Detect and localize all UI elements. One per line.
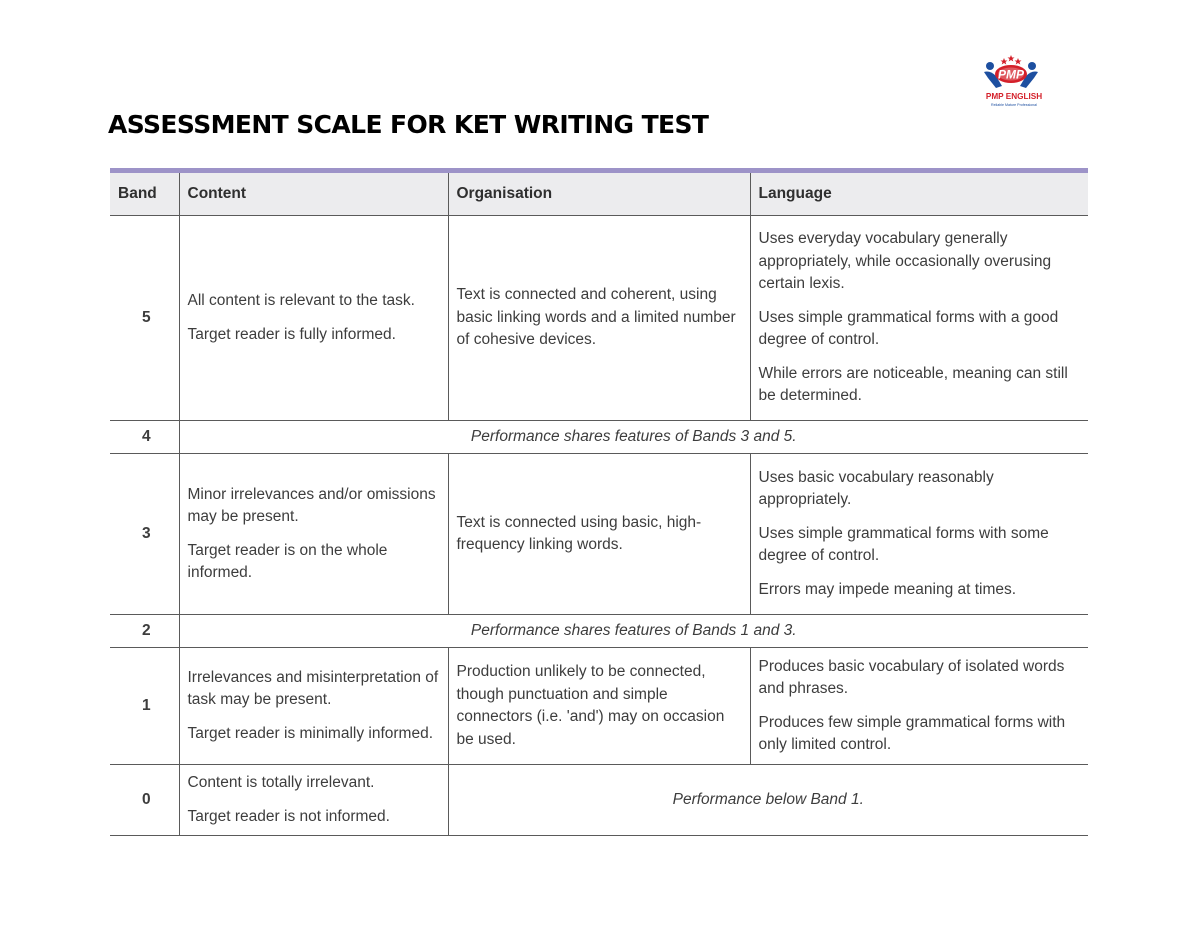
content-text: Content is totally irrelevant. (187, 774, 375, 791)
language-text: Produces few simple grammatical forms with only limited control. (758, 713, 1066, 753)
content-text: Irrelevances and misinterpretation of task may be present. (187, 668, 439, 709)
content-cell (179, 454, 448, 615)
band-cell: 2 (110, 615, 179, 648)
page-title: ASSESSMENT SCALE FOR KET WRITING TEST (108, 110, 709, 139)
logo-brand: PMP (997, 67, 1025, 82)
band-cell: 0 (110, 765, 179, 836)
header-language: Language (750, 173, 1088, 216)
content-text: Minor irrelevances and/or omissions may be present. (187, 485, 436, 525)
table-row-band-5 (110, 216, 1088, 421)
language-text: Uses simple grammatical forms with some degree of control. (758, 524, 1049, 565)
language-text: Produces basic vocabulary of isolated words and phrases. (758, 657, 1065, 697)
language-text: Uses everyday vocabulary generally appropriately, while occasionally overusing certain lexis. (758, 230, 1052, 293)
language-text: Uses basic vocabulary reasonably appropriately. (758, 468, 994, 509)
header-organisation: Organisation (448, 173, 750, 216)
header-content: Content (179, 173, 448, 216)
band-cell: 4 (110, 421, 179, 454)
performance-note: Performance shares features of Bands 1 and 3. (179, 615, 1088, 648)
organisation-text: Text is connected using basic, high-frequency linking words. (456, 513, 702, 553)
language-cell (750, 216, 1088, 421)
table-row-band-1 (110, 648, 1088, 765)
content-cell (179, 648, 448, 765)
performance-note: Performance below Band 1. (448, 765, 1088, 836)
content-cell (179, 216, 448, 421)
band-cell: 1 (110, 648, 179, 765)
content-text: All content is relevant to the task. (187, 292, 415, 309)
content-text: Target reader is fully informed. (187, 325, 396, 343)
language-text: Errors may impede meaning at times. (758, 580, 1017, 598)
language-cell (750, 648, 1088, 765)
table-row-band-2 (110, 615, 1088, 648)
table-row-band-0 (110, 765, 1088, 836)
band-cell: 5 (110, 216, 179, 421)
organisation-text: Text is connected and coherent, using basic linking words and a limited number of cohesive devices. (456, 286, 736, 349)
table-row-band-3 (110, 454, 1088, 615)
content-text: Target reader is on the whole informed. (187, 541, 388, 581)
performance-note: Performance shares features of Bands 3 and 5. (179, 421, 1088, 454)
content-cell (179, 765, 448, 836)
organisation-cell (448, 216, 750, 421)
band-cell: 3 (110, 454, 179, 615)
organisation-cell (448, 648, 750, 765)
organisation-cell (448, 454, 750, 615)
pmp-english-logo (978, 52, 1054, 110)
content-text: Target reader is not informed. (187, 807, 390, 825)
header-band: Band (110, 173, 179, 216)
language-text: Uses simple grammatical forms with a good degree of control. (758, 308, 1059, 349)
organisation-text: Production unlikely to be connected, though punctuation and simple connectors (i.e. 'and') may on occasion be used. (456, 663, 725, 748)
table-row-band-4 (110, 421, 1088, 454)
content-text: Target reader is minimally informed. (187, 724, 434, 742)
language-cell (750, 454, 1088, 615)
logo-name: PMP ENGLISH (985, 92, 1043, 101)
logo-tagline: Reliable Mature Professional (991, 103, 1037, 107)
assessment-table (110, 168, 1088, 836)
language-text: While errors are noticeable, meaning can still be determined. (758, 364, 1068, 405)
table-header-row (110, 173, 1088, 216)
